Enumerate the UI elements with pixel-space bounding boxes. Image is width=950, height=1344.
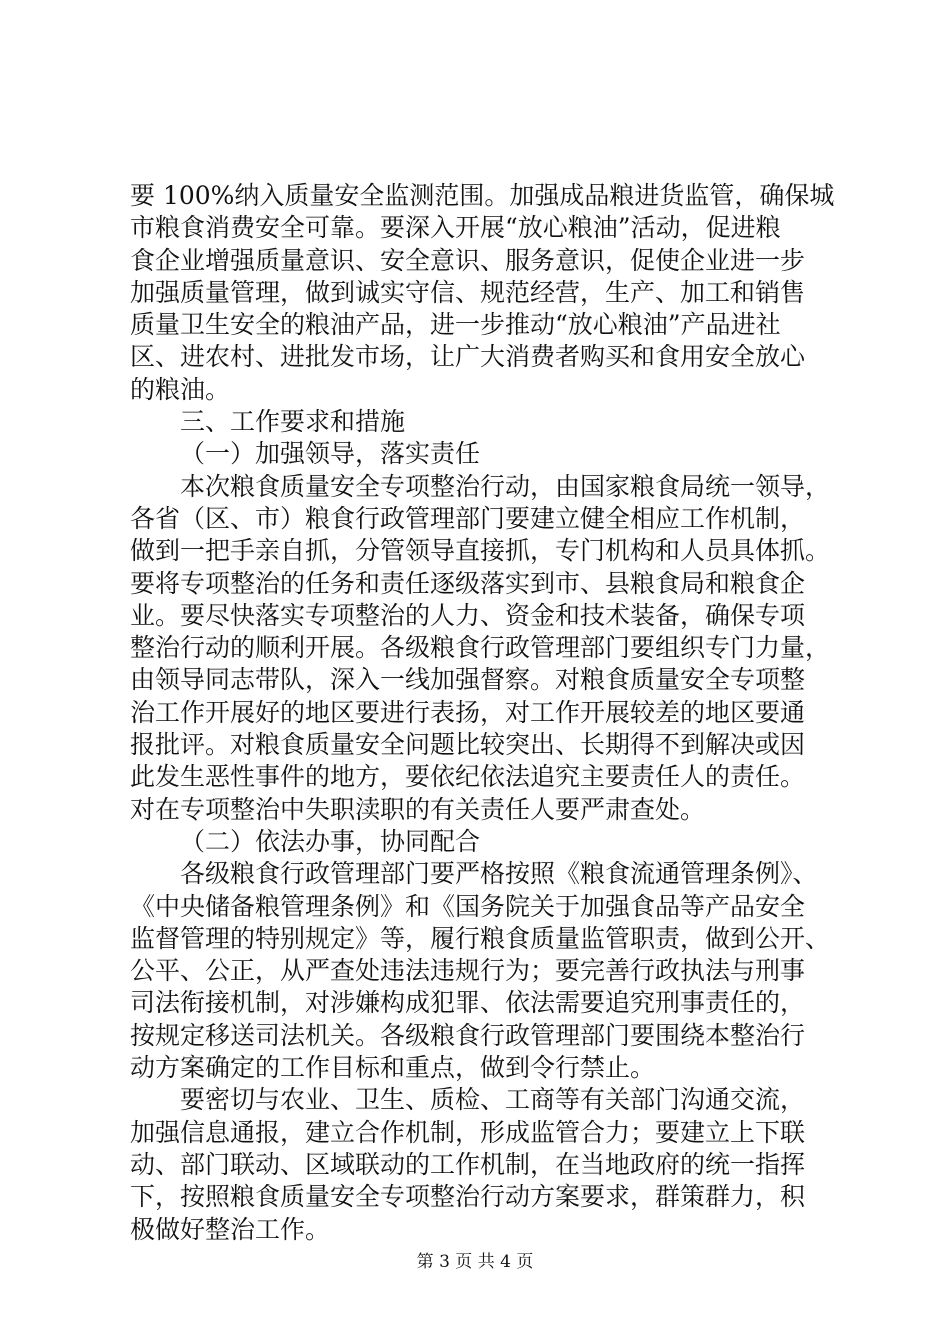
text-line: 此发生恶性事件的地方，要依纪依法追究主要责任人的责任。 [130, 762, 806, 792]
text-line: 各省（区、市）粮食行政管理部门要建立健全相应工作机制， [130, 503, 806, 533]
document-body [130, 180, 835, 1246]
text-line: 市粮食消费安全可靠。要深入开展“放心粮油”活动，促进粮 [130, 213, 781, 243]
text-line: 加强质量管理，做到诚实守信、规范经营，生产、加工和销售 [130, 277, 806, 307]
subsection-heading: （一）加强领导，落实责任 [180, 439, 481, 469]
text-line: 做到一把手亲自抓，分管领导直接抓，专门机构和人员具体抓。 [130, 536, 831, 566]
text-line: 要密切与农业、卫生、质检、工商等有关部门沟通交流， [180, 1085, 806, 1115]
section-heading: 三、工作要求和措施 [180, 407, 406, 437]
text-line: 公平、公正，从严查处违法违规行为；要完善行政执法与刑事 [130, 956, 806, 986]
text-line: 各级粮食行政管理部门要严格按照《粮食流通管理条例》、 [180, 859, 818, 889]
page-number-footer: 第 3 页 共 4 页 [416, 1252, 534, 1272]
text-line: 加强信息通报，建立合作机制，形成监管合力；要建立上下联 [130, 1117, 806, 1147]
text-line: 要 100%纳入质量安全监测范围。加强成品粮进货监管，确保城 [130, 181, 835, 210]
text-line: 对在专项整治中失职渎职的有关责任人要严肃查处。 [130, 794, 706, 824]
subsection-heading: （二）依法办事，协同配合 [180, 826, 481, 856]
text-line: 下，按照粮食质量安全专项整治行动方案要求，群策群力，积 [130, 1182, 806, 1212]
text-line: 本次粮食质量安全专项整治行动，由国家粮食局统一领导， [180, 471, 831, 501]
text-line: 质量卫生安全的粮油产品，进一步推动“放心粮油”产品进社 [130, 310, 781, 340]
text-line: 由领导同志带队，深入一线加强督察。对粮食质量安全专项整 [130, 665, 806, 695]
text-line: 整治行动的顺利开展。各级粮食行政管理部门要组织专门力量， [130, 633, 831, 663]
text-line: 司法衔接机制，对涉嫌构成犯罪、依法需要追究刑事责任的， [130, 988, 806, 1018]
text-line: 食企业增强质量意识、安全意识、服务意识，促使企业进一步 [130, 245, 806, 275]
text-line: 治工作开展好的地区要进行表扬，对工作开展较差的地区要通 [130, 697, 806, 727]
text-line: 动方案确定的工作目标和重点，做到令行禁止。 [130, 1053, 656, 1083]
text-line: 监督管理的特别规定》等，履行粮食质量监管职责，做到公开、 [130, 923, 831, 953]
text-line: 区、进农村、进批发市场，让广大消费者购买和食用安全放心 [130, 342, 806, 372]
text-line: 《中央储备粮管理条例》和《国务院关于加强食品等产品安全 [130, 891, 806, 921]
text-line: 按规定移送司法机关。各级粮食行政管理部门要围绕本整治行 [130, 1020, 806, 1050]
text-line: 要将专项整治的任务和责任逐级落实到市、县粮食局和粮食企 [130, 568, 806, 598]
text-line: 动、部门联动、区域联动的工作机制，在当地政府的统一指挥 [130, 1149, 806, 1179]
text-line: 报批评。对粮食质量安全问题比较突出、长期得不到解决或因 [130, 730, 806, 760]
text-line: 极做好整治工作。 [130, 1214, 331, 1244]
text-line: 业。要尽快落实专项整治的人力、资金和技术装备，确保专项 [130, 600, 806, 630]
text-line: 的粮油。 [130, 374, 231, 404]
